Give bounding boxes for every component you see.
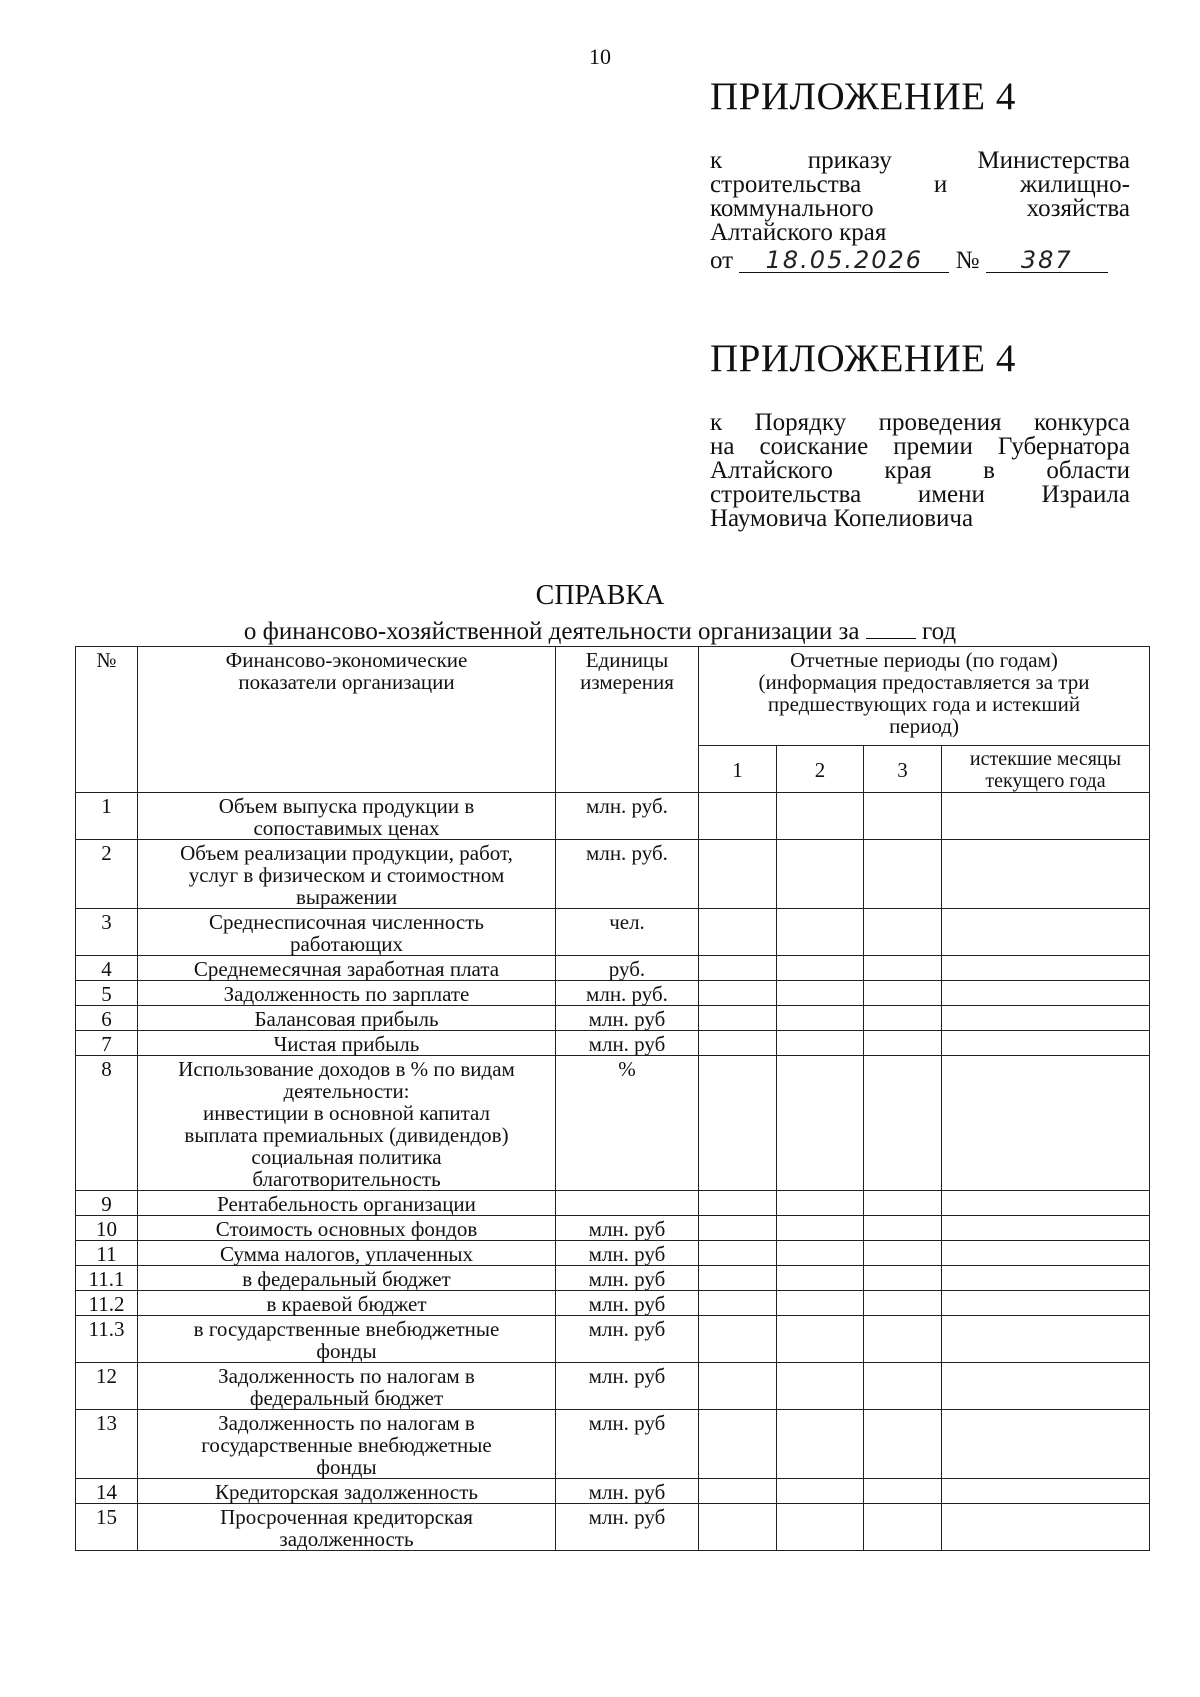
period-3-cell[interactable] — [864, 1191, 942, 1216]
row-number: 13 — [76, 1410, 138, 1479]
row-number: 4 — [76, 956, 138, 981]
appendix-order-block — [710, 74, 1130, 275]
period-1-cell[interactable] — [699, 1241, 777, 1266]
period-2-cell[interactable] — [777, 1056, 864, 1191]
indicator-line: Объем реализации продукции, работ, — [180, 841, 513, 865]
period-3-cell[interactable] — [864, 1266, 942, 1291]
indicator-line: деятельности: — [283, 1079, 410, 1103]
period-3-cell[interactable] — [864, 1241, 942, 1266]
indicator-line: Чистая прибыль — [273, 1032, 420, 1056]
period-1-cell[interactable] — [699, 1291, 777, 1316]
appendix-line: Алтайского края в области — [710, 457, 1130, 484]
row-number: 10 — [76, 1216, 138, 1241]
row-indicator — [138, 1266, 556, 1291]
indicator-line: фонды — [316, 1455, 377, 1479]
period-3-cell[interactable] — [864, 1479, 942, 1504]
row-number: 1 — [76, 793, 138, 840]
current-year-cell[interactable] — [942, 1056, 1150, 1191]
row-number: 7 — [76, 1031, 138, 1056]
period-2-cell[interactable] — [777, 1216, 864, 1241]
period-1-cell[interactable] — [699, 1410, 777, 1479]
header-unit: Единицы измерения — [556, 647, 699, 793]
subtitle-text: о финансово-хозяйственной деятельности организации за — [243, 618, 860, 645]
indicator-line: Использование доходов в % по видам — [178, 1057, 515, 1081]
indicator-line: Балансовая прибыль — [254, 1007, 439, 1031]
row-unit: млн. руб — [556, 1479, 699, 1504]
period-3-cell[interactable] — [864, 981, 942, 1006]
table-row — [76, 840, 1150, 909]
header-period-2: 2 — [777, 746, 864, 793]
row-unit: млн. руб — [556, 1504, 699, 1551]
period-3-cell[interactable] — [864, 1216, 942, 1241]
appendix-line: Наумовича Копелиовича — [710, 505, 974, 532]
appendix-line: Алтайского края — [710, 219, 887, 246]
table-row — [76, 1266, 1150, 1291]
period-1-cell[interactable] — [699, 981, 777, 1006]
row-unit: млн. руб — [556, 1006, 699, 1031]
current-year-cell[interactable] — [942, 1031, 1150, 1056]
indicator-line: Задолженность по зарплате — [223, 982, 470, 1006]
row-indicator — [138, 1216, 556, 1241]
period-1-cell[interactable] — [699, 956, 777, 981]
subtitle-year-word: год — [921, 618, 957, 645]
row-indicator — [138, 1504, 556, 1551]
date-prefix: от — [710, 247, 734, 274]
period-3-cell[interactable] — [864, 1006, 942, 1031]
indicator-line: выплата премиальных (дивидендов) — [184, 1123, 509, 1147]
current-year-cell[interactable] — [942, 1216, 1150, 1241]
indicator-line: федеральный бюджет — [249, 1386, 444, 1410]
period-2-cell[interactable] — [777, 1006, 864, 1031]
period-3-cell[interactable] — [864, 1291, 942, 1316]
indicator-line: Среднемесячная заработная плата — [193, 957, 500, 981]
number-prefix: № — [955, 247, 980, 274]
page-number: 10 — [589, 44, 611, 69]
row-indicator — [138, 1410, 556, 1479]
order-date-field: 18.05.2026 — [739, 248, 949, 273]
row-number: 11.2 — [76, 1291, 138, 1316]
current-year-cell[interactable] — [942, 1410, 1150, 1479]
row-indicator — [138, 1191, 556, 1216]
period-2-cell[interactable] — [777, 956, 864, 981]
period-3-cell[interactable] — [864, 1363, 942, 1410]
row-unit: млн. руб — [556, 1363, 699, 1410]
indicator-line: работающих — [289, 932, 404, 956]
current-year-cell[interactable] — [942, 1363, 1150, 1410]
row-number: 11.1 — [76, 1266, 138, 1291]
indicator-line: Сумма налогов, уплаченных — [219, 1242, 474, 1266]
indicator-line: инвестиции в основной капитал — [202, 1101, 491, 1125]
row-number: 14 — [76, 1479, 138, 1504]
row-number: 9 — [76, 1191, 138, 1216]
indicator-line: задолженность — [279, 1527, 414, 1551]
period-3-cell[interactable] — [864, 956, 942, 981]
order-date-number-line — [710, 247, 1130, 275]
table-row — [76, 793, 1150, 840]
period-2-cell[interactable] — [777, 793, 864, 840]
appendix-order-text — [710, 149, 1130, 245]
period-2-cell[interactable] — [777, 1291, 864, 1316]
period-2-cell[interactable] — [777, 1191, 864, 1216]
row-indicator — [138, 1479, 556, 1504]
table-row — [76, 1006, 1150, 1031]
row-unit: млн. руб. — [556, 981, 699, 1006]
appendix-procedure-text — [710, 411, 1130, 531]
row-indicator — [138, 956, 556, 981]
period-1-cell[interactable] — [699, 1363, 777, 1410]
current-year-cell[interactable] — [942, 1006, 1150, 1031]
period-2-cell[interactable] — [777, 1410, 864, 1479]
table-row — [76, 1291, 1150, 1316]
period-2-cell[interactable] — [777, 840, 864, 909]
period-2-cell[interactable] — [777, 1031, 864, 1056]
period-1-cell[interactable] — [699, 1479, 777, 1504]
indicator-line: Задолженность по налогам в — [218, 1411, 475, 1435]
appendix-line: строительства и жилищно- — [710, 171, 1130, 198]
row-indicator — [138, 793, 556, 840]
period-1-cell[interactable] — [699, 1504, 777, 1551]
document-title: СПРАВКА — [535, 580, 665, 611]
period-2-cell[interactable] — [777, 981, 864, 1006]
row-unit: млн. руб. — [556, 793, 699, 840]
table-row — [76, 1316, 1150, 1363]
current-year-cell[interactable] — [942, 1266, 1150, 1291]
current-year-cell[interactable] — [942, 1291, 1150, 1316]
period-1-cell[interactable] — [699, 1216, 777, 1241]
indicator-line: Просроченная кредиторская — [220, 1505, 473, 1529]
indicator-line: в государственные внебюджетные — [193, 1317, 500, 1341]
row-unit: млн. руб — [556, 1266, 699, 1291]
row-number: 8 — [76, 1056, 138, 1191]
row-indicator — [138, 1056, 556, 1191]
row-indicator — [138, 1363, 556, 1410]
table-row — [76, 909, 1150, 956]
row-indicator — [138, 1316, 556, 1363]
period-3-cell[interactable] — [864, 909, 942, 956]
header-indicator: Финансово-экономические показатели организации — [138, 647, 556, 793]
period-2-cell[interactable] — [777, 1363, 864, 1410]
row-indicator — [138, 981, 556, 1006]
period-3-cell[interactable] — [864, 840, 942, 909]
current-year-cell[interactable] — [942, 981, 1150, 1006]
appendix-line: к приказу Министерства — [710, 147, 1130, 174]
row-unit: млн. руб — [556, 1216, 699, 1241]
row-unit — [556, 1191, 699, 1216]
order-number-field: 387 — [986, 248, 1108, 273]
row-indicator — [138, 1006, 556, 1031]
period-1-cell[interactable] — [699, 1191, 777, 1216]
indicator-line: Объем выпуска продукции в — [218, 794, 475, 818]
row-unit: руб. — [556, 956, 699, 981]
indicator-line: благотворительность — [252, 1167, 441, 1191]
period-2-cell[interactable] — [777, 1241, 864, 1266]
indicator-line: социальная политика — [251, 1145, 442, 1169]
indicator-line: Стоимость основных фондов — [215, 1217, 478, 1241]
period-1-cell[interactable] — [699, 909, 777, 956]
current-year-cell[interactable] — [942, 793, 1150, 840]
period-3-cell[interactable] — [864, 1410, 942, 1479]
appendix-line: к Порядку проведения конкурса — [710, 409, 1130, 436]
appendix-title: ПРИЛОЖЕНИЕ 4 — [710, 337, 1016, 380]
period-2-cell[interactable] — [777, 909, 864, 956]
indicator-line: услуг в физическом и стоимостном — [188, 863, 505, 887]
row-indicator — [138, 909, 556, 956]
row-number: 12 — [76, 1363, 138, 1410]
table-row — [76, 956, 1150, 981]
row-unit: млн. руб — [556, 1241, 699, 1266]
appendix-line: коммунального хозяйства — [710, 195, 1130, 222]
period-3-cell[interactable] — [864, 1056, 942, 1191]
row-unit: % — [556, 1056, 699, 1191]
row-unit: млн. руб — [556, 1316, 699, 1363]
period-2-cell[interactable] — [777, 1504, 864, 1551]
period-1-cell[interactable] — [699, 1031, 777, 1056]
header-reporting-periods: Отчетные периоды (по годам) (информация предоставляется за три предшествующих года и истекший период) — [699, 647, 1150, 746]
table-row — [76, 1479, 1150, 1504]
row-number: 3 — [76, 909, 138, 956]
period-1-cell[interactable] — [699, 793, 777, 840]
period-1-cell[interactable] — [699, 1316, 777, 1363]
document-subtitle — [0, 618, 1200, 646]
current-year-cell[interactable] — [942, 1504, 1150, 1551]
current-year-cell[interactable] — [942, 956, 1150, 981]
current-year-cell[interactable] — [942, 1479, 1150, 1504]
row-number: 2 — [76, 840, 138, 909]
current-year-cell[interactable] — [942, 1241, 1150, 1266]
table-row — [76, 1056, 1150, 1191]
year-blank-field — [866, 620, 916, 639]
header-number: № — [76, 647, 138, 793]
period-1-cell[interactable] — [699, 1006, 777, 1031]
row-number: 11.3 — [76, 1316, 138, 1363]
row-indicator — [138, 1031, 556, 1056]
indicator-line: Рентабельность организации — [217, 1192, 476, 1216]
appendix-line: строительства имени Израила — [710, 481, 1130, 508]
row-unit: млн. руб — [556, 1291, 699, 1316]
current-year-cell[interactable] — [942, 840, 1150, 909]
row-unit: млн. руб — [556, 1410, 699, 1479]
period-3-cell[interactable] — [864, 1031, 942, 1056]
period-2-cell[interactable] — [777, 1316, 864, 1363]
current-year-cell[interactable] — [942, 909, 1150, 956]
period-1-cell[interactable] — [699, 1056, 777, 1191]
table-row — [76, 1410, 1150, 1479]
appendix-procedure-block — [710, 336, 1130, 531]
table-row — [76, 1216, 1150, 1241]
period-3-cell[interactable] — [864, 1504, 942, 1551]
row-number: 11 — [76, 1241, 138, 1266]
row-number: 15 — [76, 1504, 138, 1551]
appendix-title: ПРИЛОЖЕНИЕ 4 — [710, 75, 1016, 118]
row-indicator — [138, 1291, 556, 1316]
financial-report-table — [75, 646, 1150, 1551]
appendix-line: на соискание премии Губернатора — [710, 433, 1130, 460]
indicator-line: Кредиторская задолженность — [215, 1480, 478, 1504]
indicator-line: выражении — [295, 885, 398, 909]
table-row — [76, 981, 1150, 1006]
table-row — [76, 1363, 1150, 1410]
indicator-line: в краевой бюджет — [266, 1292, 427, 1316]
header-period-1: 1 — [699, 746, 777, 793]
indicator-line: фонды — [316, 1339, 377, 1363]
indicator-line: Задолженность по налогам в — [218, 1364, 475, 1388]
header-current-year: истекшие месяцы текущего года — [942, 746, 1150, 793]
row-unit: млн. руб. — [556, 840, 699, 909]
row-indicator — [138, 840, 556, 909]
table-row — [76, 1191, 1150, 1216]
row-unit: чел. — [556, 909, 699, 956]
indicator-line: Среднесписочная численность — [209, 910, 484, 934]
period-3-cell[interactable] — [864, 793, 942, 840]
indicator-line: государственные внебюджетные — [201, 1433, 492, 1457]
indicator-line: в федеральный бюджет — [242, 1267, 451, 1291]
current-year-cell[interactable] — [942, 1191, 1150, 1216]
table-row — [76, 1031, 1150, 1056]
period-3-cell[interactable] — [864, 1316, 942, 1363]
row-indicator — [138, 1241, 556, 1266]
period-2-cell[interactable] — [777, 1266, 864, 1291]
row-number: 5 — [76, 981, 138, 1006]
indicator-line: сопоставимых ценах — [253, 816, 440, 840]
period-2-cell[interactable] — [777, 1479, 864, 1504]
table-row — [76, 1504, 1150, 1551]
row-number: 6 — [76, 1006, 138, 1031]
current-year-cell[interactable] — [942, 1316, 1150, 1363]
period-1-cell[interactable] — [699, 1266, 777, 1291]
header-period-3: 3 — [864, 746, 942, 793]
table-row — [76, 1241, 1150, 1266]
period-1-cell[interactable] — [699, 840, 777, 909]
row-unit: млн. руб — [556, 1031, 699, 1056]
